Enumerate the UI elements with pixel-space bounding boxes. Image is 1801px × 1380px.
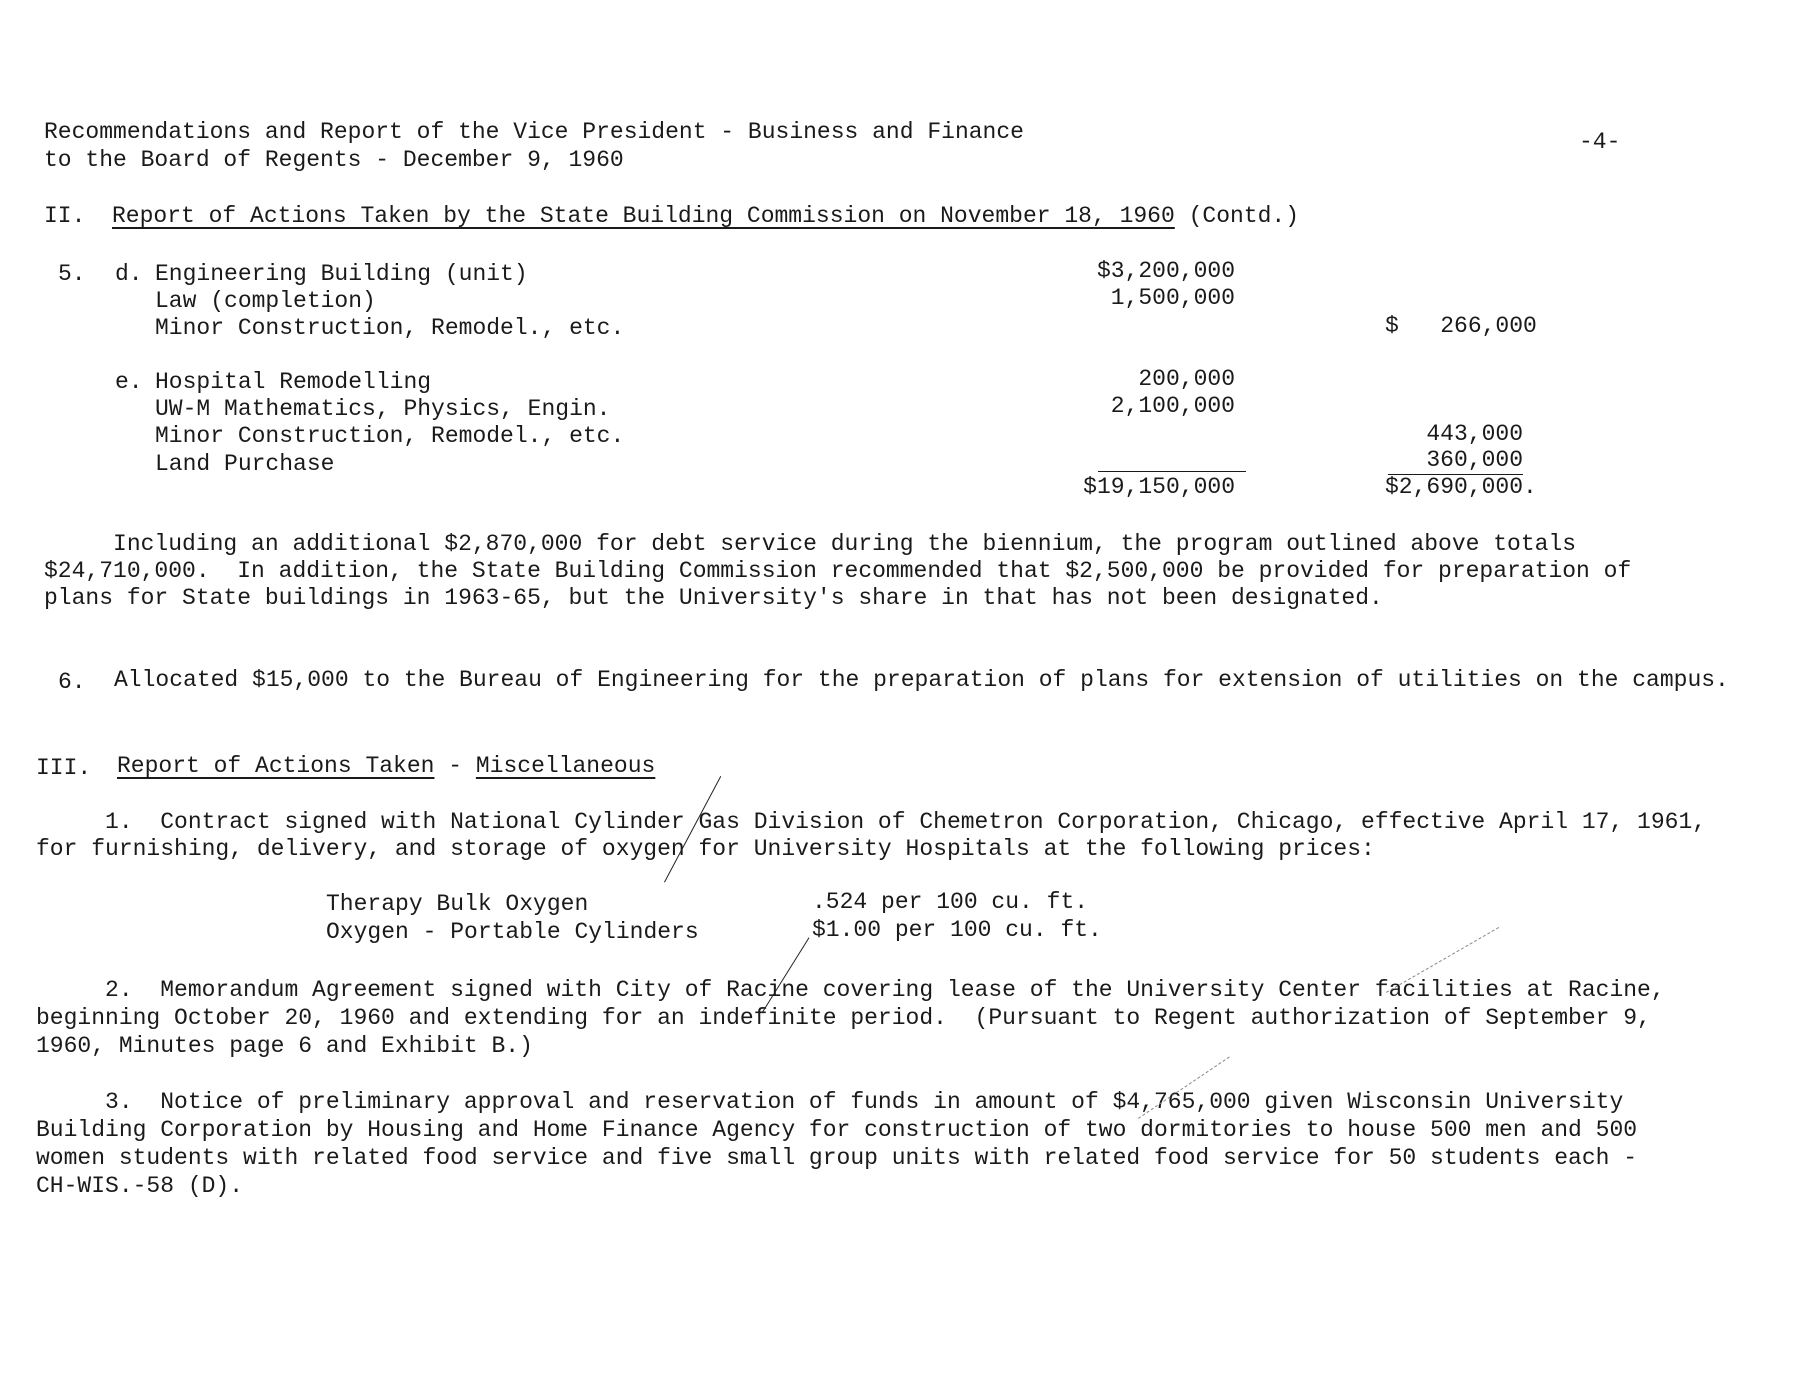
item-6-number: 6. — [58, 669, 86, 695]
table-row-amount: 200,000 — [1138, 366, 1235, 392]
item-6-text: Allocated $15,000 to the Bureau of Engineering for the preparation of plans for extension of utilities on the campus. — [114, 667, 1729, 693]
total-amount-1: $19,150,000 — [1083, 474, 1235, 500]
table-row-amount: $3,200,000 — [1096, 258, 1235, 284]
item-iii-3-line: Building Corporation by Housing and Home Finance Agency for construction of two dormitories to house 500 men and 500 — [36, 1117, 1638, 1143]
table-row-label: UW-M Mathematics, Physics, Engin. — [155, 396, 611, 422]
item-iii-1-line: for furnishing, delivery, and storage of oxygen for University Hospitals at the following prices: — [36, 836, 1375, 862]
total-amount-2: $2,690,000. — [1385, 474, 1537, 500]
table-row-label: Hospital Remodelling — [155, 369, 432, 395]
price-item: Oxygen - Portable Cylinders — [326, 919, 699, 945]
table-row-amount-2: 360,000 — [1426, 447, 1523, 473]
page-number: -4- — [1579, 129, 1621, 155]
table-row-label: Minor Construction, Remodel., etc. — [155, 315, 625, 341]
item-iii-2-line: 2. Memorandum Agreement signed with City of Racine covering lease of the University Center facilities at Racine, — [36, 977, 1665, 1003]
header-line-2: to the Board of Regents - December 9, 1960 — [44, 147, 624, 173]
item-iii-3-line: 3. Notice of preliminary approval and reservation of funds in amount of $4,765,000 given Wisconsin University — [36, 1089, 1624, 1115]
section-3-numeral: III. — [36, 755, 92, 781]
table-row-amount: 1,500,000 — [1110, 285, 1235, 311]
item-iii-1-line: 1. Contract signed with National Cylinder Gas Division of Chemetron Corporation, Chicago, effective April 17, 1961, — [36, 809, 1707, 835]
paragraph-line: plans for State buildings in 1963-65, but the University's share in that has not been designated. — [44, 585, 1383, 611]
section-3-heading-text: Report of Actions Taken — [117, 753, 435, 779]
table-row-amount: 2,100,000 — [1110, 393, 1235, 419]
total-rule-1 — [1098, 471, 1246, 472]
section-3-heading-sep: - — [448, 753, 463, 779]
table-row-label: Minor Construction, Remodel., etc. — [155, 423, 625, 449]
item-5-number: 5. — [58, 261, 86, 287]
table-row-amount-2: 443,000 — [1426, 421, 1523, 447]
section-3-heading-sub: Miscellaneous — [475, 753, 656, 779]
table-row-label: Law (completion) — [155, 288, 376, 314]
paragraph-line: $24,710,000. In addition, the State Building Commission recommended that $2,500,000 be provided for preparation of — [44, 558, 1632, 584]
item-iii-3-line: CH-WIS.-58 (D). — [36, 1173, 244, 1199]
item-5-e-letter: e. — [115, 369, 143, 395]
section-2-heading-suffix: (Contd.) — [1188, 203, 1300, 229]
price-value: $1.00 per 100 cu. ft. — [812, 917, 1102, 943]
table-row-amount-2: $ 266,000 — [1385, 313, 1537, 339]
item-iii-2-line: beginning October 20, 1960 and extending for an indefinite period. (Pursuant to Regent authorization of September 9, — [36, 1005, 1651, 1031]
table-row-label: Engineering Building (unit) — [155, 261, 528, 287]
table-row-label: Land Purchase — [155, 451, 335, 477]
section-2-heading — [112, 202, 1299, 230]
section-2-numeral: II. — [44, 203, 86, 229]
price-value: .524 per 100 cu. ft. — [812, 889, 1089, 915]
item-iii-2-line: 1960, Minutes page 6 and Exhibit B.) — [36, 1033, 533, 1059]
section-2-heading-text: Report of Actions Taken by the State Building Commission on November 18, 1960 — [112, 203, 1175, 229]
item-iii-3-line: women students with related food service and five small group units with related food service for 50 students each - — [36, 1145, 1638, 1171]
item-5-d-letter: d. — [115, 261, 143, 287]
section-3-heading — [117, 752, 655, 780]
header-line-1: Recommendations and Report of the Vice President - Business and Finance — [44, 119, 1024, 145]
paragraph-line: Including an additional $2,870,000 for debt service during the biennium, the program outlined above totals — [44, 531, 1577, 557]
price-item: Therapy Bulk Oxygen — [326, 891, 589, 917]
